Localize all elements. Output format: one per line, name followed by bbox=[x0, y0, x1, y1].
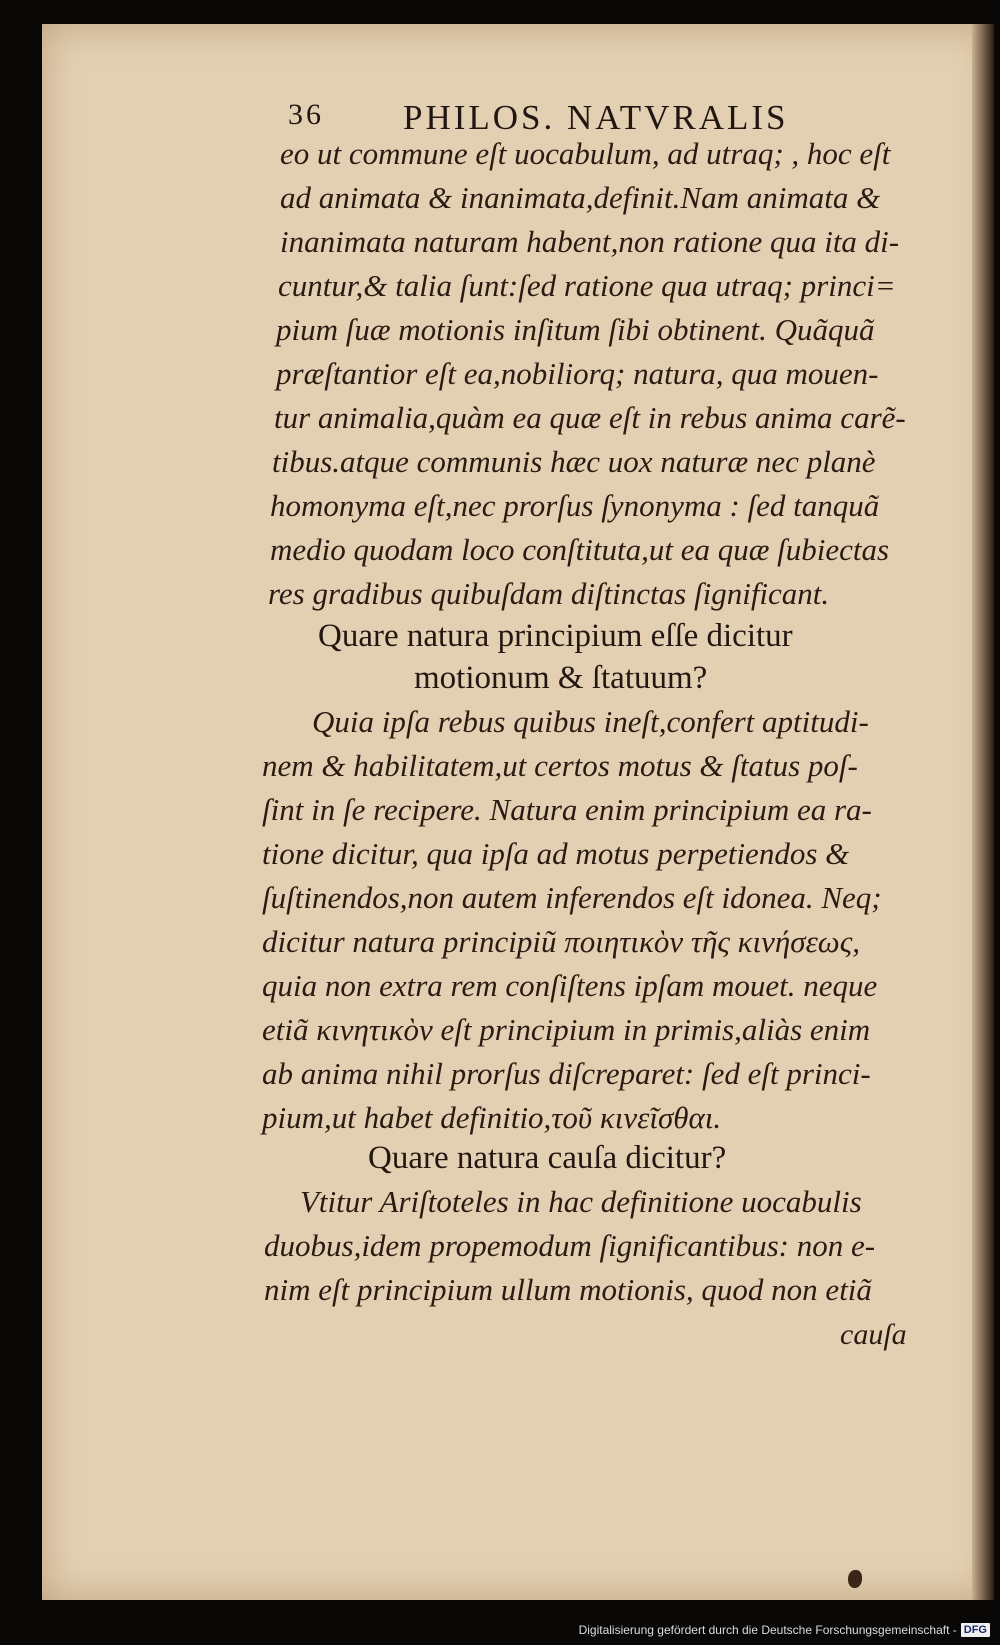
text-line: tur animalia,quàm ea quæ eſt in rebus anima carẽ- bbox=[274, 400, 906, 435]
digitization-footer bbox=[579, 1619, 990, 1641]
section-question: motionum & ſtatuum? bbox=[414, 660, 708, 696]
text-line: dicitur natura principiũ ποιητικὸν τῆς κινήσεως, bbox=[262, 924, 861, 959]
text-line: ad animata & inanimata,definit.Nam animata & bbox=[280, 180, 881, 215]
section-question: Quare natura cauſa dicitur? bbox=[368, 1140, 727, 1176]
text-line: Quia ipſa rebus quibus ineſt,confert aptitudi- bbox=[312, 704, 869, 739]
text-line: inanimata naturam habent,non ratione qua ita di- bbox=[280, 224, 900, 259]
running-title: PHILOS. NATVRALIS bbox=[403, 98, 789, 137]
catchword: cauſa bbox=[840, 1318, 907, 1351]
text-line: Vtitur Ariſtoteles in hac definitione uocabulis bbox=[300, 1184, 862, 1219]
section-question: Quare natura principium eſſe dicitur bbox=[318, 618, 793, 654]
text-line: etiã κινητικὸν eſt principium in primis,aliàs enim bbox=[262, 1012, 871, 1047]
text-line: homonyma eſt,nec prorſus ſynonyma : ſed tanquã bbox=[270, 488, 880, 523]
text-line: tione dicitur, qua ipſa ad motus perpetiendos & bbox=[262, 836, 850, 871]
text-line: nim eſt principium ullum motionis, quod non etiã bbox=[264, 1272, 872, 1307]
text-line: pium,ut habet definitio,τοῦ κινεῖσθαι. bbox=[262, 1100, 722, 1135]
text-line: eo ut commune eſt uocabulum, ad utraq; , hoc eſt bbox=[280, 136, 891, 171]
text-line: ſuſtinendos,non autem inferendos eſt idonea. Neq; bbox=[262, 880, 882, 915]
text-line: nem & habilitatem,ut certos motus & ſtatus poſ- bbox=[262, 748, 858, 783]
dfg-logo: DFG bbox=[961, 1623, 990, 1637]
text-line: ab anima nihil prorſus diſcreparet: ſed eſt princi- bbox=[262, 1056, 871, 1091]
footer-credit: Digitalisierung gefördert durch die Deutsche Forschungsgemeinschaft - bbox=[578, 1623, 957, 1637]
page-number: 36 bbox=[288, 98, 324, 131]
text-line: duobus,idem propemodum ſignificantibus: non e- bbox=[264, 1228, 876, 1263]
text-line: medio quodam loco conſtituta,ut ea quæ ſubiectas bbox=[270, 532, 890, 567]
text-line: præſtantior eſt ea,nobiliorq; natura, qua mouen- bbox=[276, 356, 879, 391]
text-line: cuntur,& talia ſunt:ſed ratione qua utraq; princi= bbox=[278, 268, 896, 303]
text-line: tibus.atque communis hæc uox naturæ nec planè bbox=[272, 444, 876, 479]
ink-smudge bbox=[848, 1570, 862, 1588]
text-line: pium ſuæ motionis inſitum ſibi obtinent. Quãquã bbox=[276, 312, 875, 347]
text-line: res gradibus quibuſdam diſtinctas ſignificant. bbox=[268, 576, 830, 611]
text-line: ſint in ſe recipere. Natura enim principium ea ra- bbox=[262, 792, 872, 827]
text-line: quia non extra rem conſiſtens ipſam mouet. neque bbox=[262, 968, 878, 1003]
